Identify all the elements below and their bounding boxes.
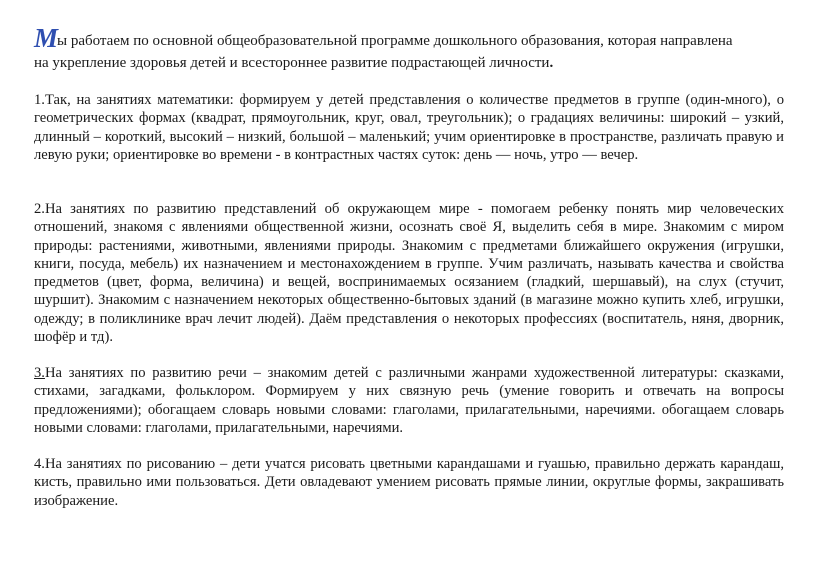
intro-line-2-text: на укрепление здоровья детей и всестороннее развитие подрастающей личности xyxy=(34,55,550,71)
intro-line-2-period: . xyxy=(549,55,554,71)
intro-line-2 xyxy=(34,52,804,74)
section-4-number: 4. xyxy=(34,456,45,472)
section-1-paragraph xyxy=(34,91,784,164)
drop-cap-letter: М xyxy=(34,23,58,53)
intro-line-1 xyxy=(34,23,804,53)
section-2-number: 2. xyxy=(34,201,45,217)
section-2-paragraph xyxy=(34,200,784,346)
section-1-number: 1. xyxy=(34,92,45,108)
section-2-text: На занятиях по развитию представлений об окружающем мире - помогаем ребенку понять мир человеческих отношений, знакомя с явлениями общественной жизни, осознать своё Я, выделить себя в мире. Знакомим с миром природы: растениями, животными, явлениями природы. Знакомим с предметами ближайшего окружения (игрушки, книги, посуда, мебель) их назначением и местонахождением в группе. Учим различать, называть качества и свойства предметов (цвет, форма, величина) и вещей, воспринимаемых осязанием (гладкий, шершавый), на слух (стучит, шуршит). Знакомим с назначением некоторых общественно-бытовых зданий (в магазине можно купить хлеб, игрушки, одежду; в поликлинике врач лечит людей). Даём представления о некоторых профессиях (воспитатель, няня, дворник, шофёр и тд). xyxy=(34,201,784,346)
intro-line-1-text: ы работаем по основной общеобразовательной программе дошкольного образования, которая направлена xyxy=(57,33,733,49)
section-3-paragraph xyxy=(34,364,784,437)
section-4-text: На занятиях по рисованию – дети учатся рисовать цветными карандашами и гуашью, правильно держать карандаш, кисть, правильно ими пользоваться. Дети овладевают умением рисовать прямые линии, округлые формы, закрашивать изображение. xyxy=(34,456,784,509)
section-4-paragraph xyxy=(34,455,784,510)
section-3-number: 3. xyxy=(34,365,45,381)
intro-paragraph xyxy=(34,23,804,74)
section-3-text: На занятиях по развитию речи – знакомим детей с различными жанрами художественной литературы: сказками, стихами, загадками, фольклором. Формируем у них связную речь (умение говорить и отвечать на вопросы предложениями); обогащаем словарь новыми словами: глаголами, прилагательными, наречиями. обогащаем словарь новыми словами: глаголами, прилагательными, наречиями. xyxy=(34,365,784,436)
section-1-text: Так, на занятиях математики: формируем у детей представления о количестве предметов в группе (один-много), о геометрических формах (квадрат, прямоугольник, круг, овал, треугольник); о градациях величины: широкий – узкий, длинный – короткий, высокий – низкий, большой – маленький; учим ориентировке в пространстве, различать правую и левую руки; ориентировке во времени - в контрастных частях суток: день — ночь, утро — вечер. xyxy=(34,92,784,163)
